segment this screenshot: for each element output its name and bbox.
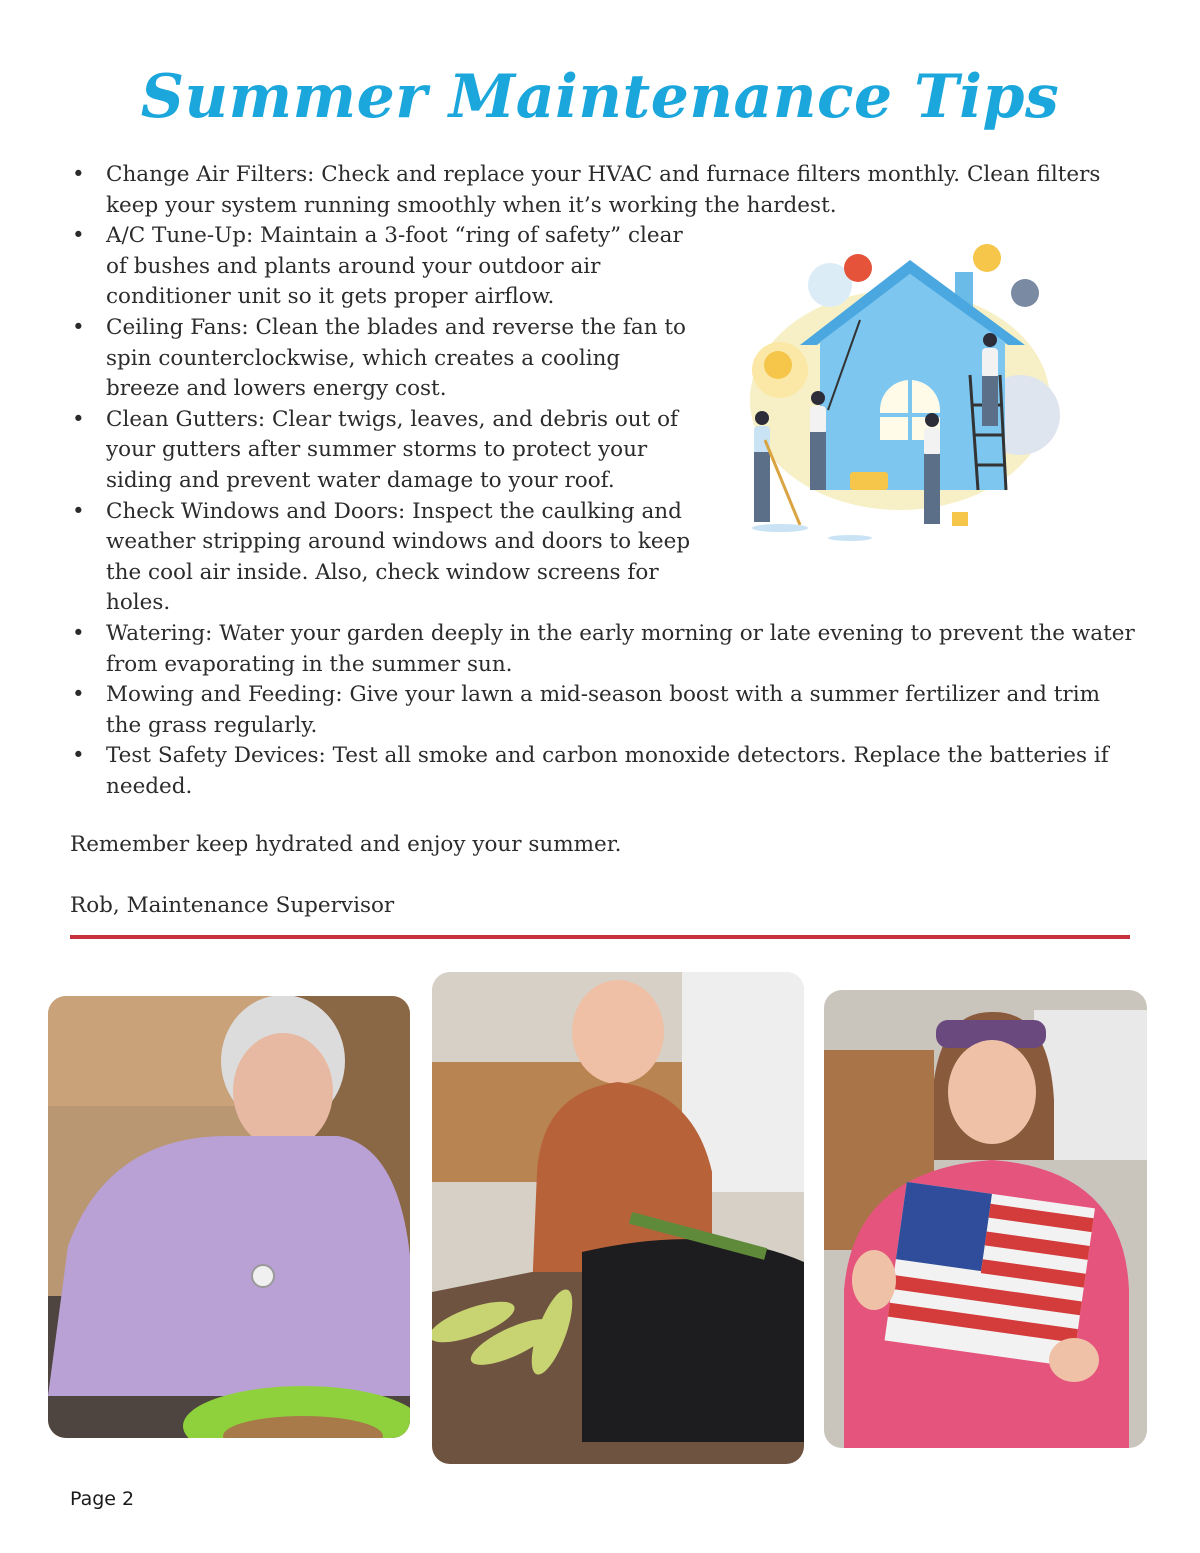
tip-item: • A/C Tune-Up: Maintain a 3-foot “ring of safety” clear of bushes and plants around your outdoor air conditioner unit so it gets proper airflow. bbox=[70, 221, 698, 313]
tip-item: • Change Air Filters: Check and replace your HVAC and furnace filters monthly. Clean filters keep your system running smoothly when it’s working the hardest. bbox=[70, 160, 1140, 221]
tip-item: • Clean Gutters: Clear twigs, leaves, and debris out of your gutters after summer storms to protect your siding and prevent water damage to your roof. bbox=[70, 405, 698, 497]
tip-item: • Check Windows and Doors: Inspect the caulking and weather stripping around windows and doors to keep the cool air inside. Also, check window screens for holes. bbox=[70, 497, 698, 619]
divider-rule bbox=[70, 935, 1130, 939]
tip-item: • Watering: Water your garden deeply in the early morning or late evening to prevent the water from evaporating in the summer sun. bbox=[70, 619, 1140, 680]
signature: Rob, Maintenance Supervisor bbox=[70, 893, 395, 918]
closing-line: Remember keep hydrated and enjoy your summer. bbox=[70, 832, 622, 857]
resident-photo-purple-shirt bbox=[48, 996, 410, 1438]
tip-item: • Test Safety Devices: Test all smoke and carbon monoxide detectors. Replace the batteries if needed. bbox=[70, 741, 1140, 802]
page-number: Page 2 bbox=[70, 1488, 135, 1510]
page-title: Summer Maintenance Tips bbox=[140, 62, 1060, 132]
house-cleaning-illustration bbox=[720, 240, 1060, 545]
tip-item: • Mowing and Feeding: Give your lawn a mid-season boost with a summer fertilizer and trim the grass regularly. bbox=[70, 680, 1140, 741]
resident-photo-shucking-corn bbox=[432, 972, 804, 1464]
resident-photo-button-flag bbox=[824, 990, 1147, 1448]
tip-item: • Ceiling Fans: Clean the blades and reverse the fan to spin counterclockwise, which creates a cooling breeze and lowers energy cost. bbox=[70, 313, 698, 405]
